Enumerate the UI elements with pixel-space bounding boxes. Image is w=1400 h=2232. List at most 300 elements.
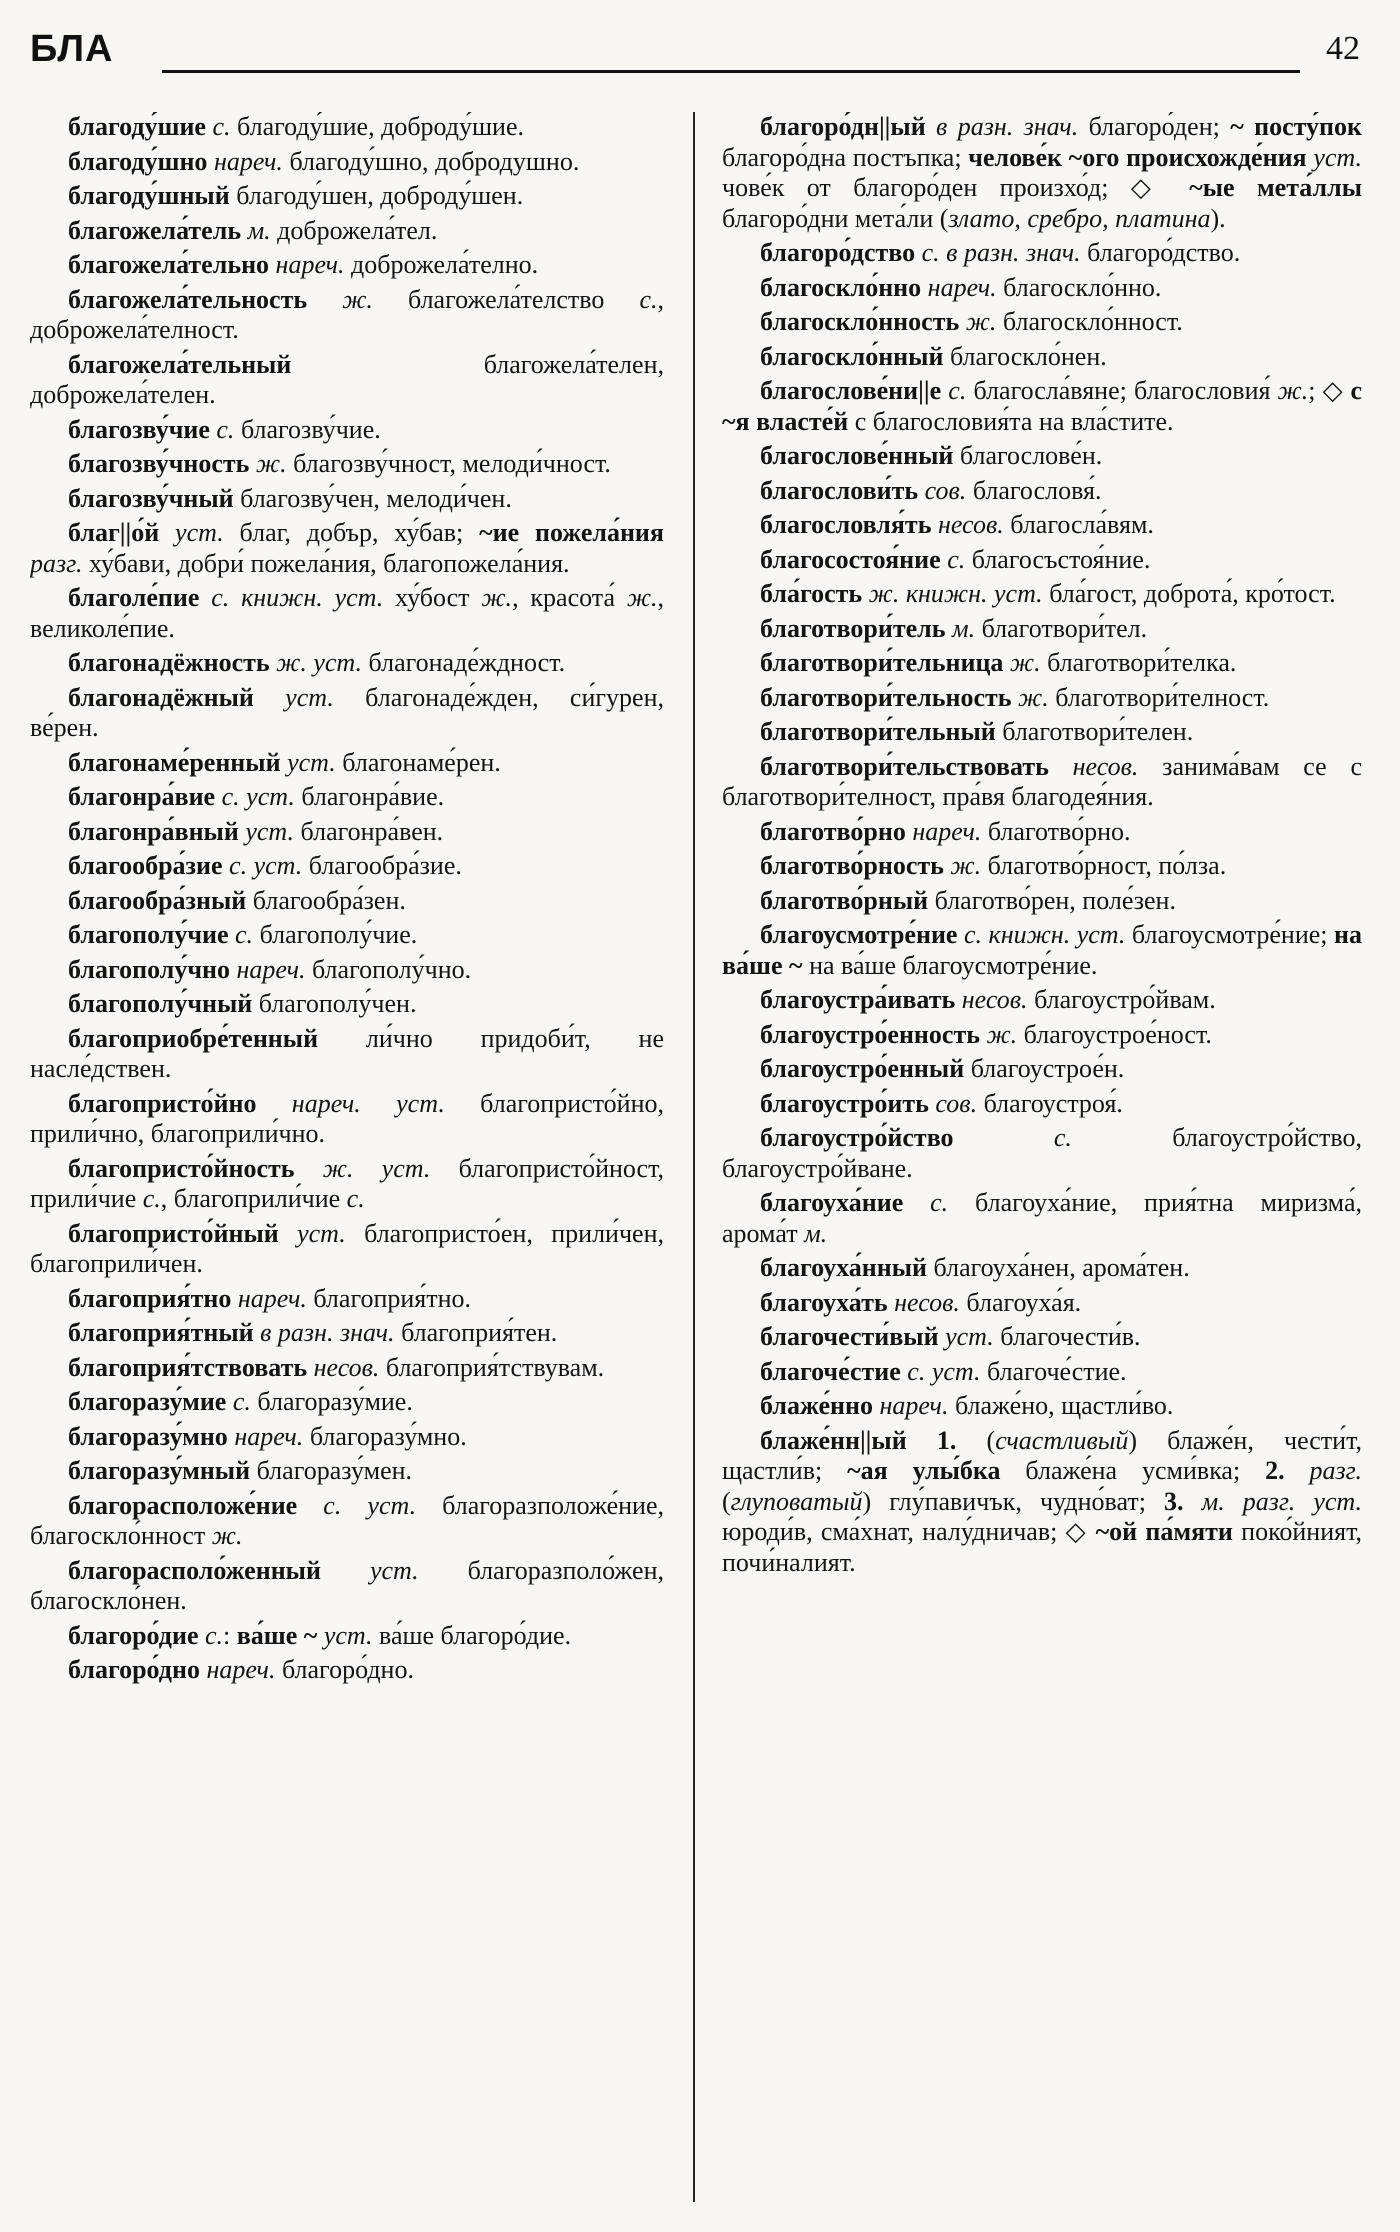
page-number: 42 — [1326, 30, 1360, 67]
entry-headword: благорасполо́женный — [68, 1555, 321, 1585]
entry-label: с. книжн. уст. — [199, 583, 384, 612]
entry-text: благообра́зие. — [302, 851, 462, 880]
entry-headword: с ~я власте́й — [722, 376, 1362, 436]
entry-text: благоустрое́н. — [964, 1054, 1125, 1083]
dictionary-entry — [30, 1353, 664, 1384]
entry-label: ж. — [1011, 682, 1049, 712]
dictionary-entry — [722, 614, 1362, 645]
entry-headword: благотвори́тельница — [760, 648, 1004, 677]
entry-headword: благоразу́мно — [68, 1421, 228, 1451]
right-column — [722, 112, 1362, 2212]
entry-text: благоро́дни мета́ли ( — [722, 203, 949, 233]
dictionary-entry — [30, 216, 664, 247]
entry-label: злато, сребро, платина — [948, 203, 1211, 233]
entry-text: благопристо́йност, прили́чие — [30, 1153, 664, 1213]
entry-label: с. — [142, 1184, 161, 1213]
entry-headword: благоустро́енность — [760, 1019, 980, 1049]
dictionary-entry — [722, 273, 1362, 304]
entry-text: благожела́телство — [372, 284, 640, 314]
entry-headword: благоду́шно — [68, 146, 208, 176]
entry-text: благополу́чно. — [305, 954, 472, 984]
dictionary-entry — [30, 1556, 664, 1617]
entry-label: ж. — [943, 851, 982, 880]
entry-text: благоразполо́жен, благоскло́нен. — [30, 1555, 664, 1615]
dictionary-entry — [722, 1426, 1362, 1579]
entry-label: нареч. — [199, 1655, 276, 1684]
dictionary-entry — [30, 748, 664, 779]
entry-headword: благоче́стие — [760, 1356, 901, 1386]
dictionary-entry — [30, 1422, 664, 1453]
entry-headword: благотво́рность — [760, 851, 944, 880]
entry-text: благозву́чие. — [234, 414, 381, 444]
entry-label: с. уст. — [900, 1356, 981, 1386]
entry-text: , великоле́пие. — [30, 583, 664, 643]
entry-text: благообра́зен. — [246, 885, 406, 915]
entry-headword: благопристо́йность — [68, 1153, 295, 1183]
entry-headword: благоустро́йство — [760, 1123, 954, 1152]
entry-label: ж. — [211, 1521, 243, 1550]
dictionary-entry — [30, 1089, 664, 1150]
entry-text: благоро́дство. — [1080, 238, 1241, 267]
entry-headword: благозву́чный — [68, 483, 234, 513]
entry-headword: благословля́ть — [760, 510, 932, 539]
entry-label: с. — [940, 544, 966, 574]
entry-text: благ, добър, ху́бав; — [223, 518, 480, 547]
entry-label: ж. — [626, 583, 658, 612]
entry-headword: благоуха́ние — [760, 1188, 904, 1217]
dictionary-entry — [30, 583, 664, 644]
entry-label: с. — [953, 1123, 1072, 1152]
entry-headword: бла́гость — [760, 579, 863, 608]
entry-label: уст. — [238, 816, 295, 846]
header-rule — [162, 70, 1300, 73]
entry-label: нареч. — [207, 146, 283, 176]
entry-text: ли́чно придоби́т, не насле́дствен. — [30, 1023, 664, 1083]
entry-headword: ~ посту́пок — [1230, 112, 1362, 141]
entry-text: благонаде́жден, си́гурен, ве́рен. — [30, 682, 664, 742]
entry-label: счастливый — [995, 1425, 1129, 1455]
entry-headword: благочести́вый — [760, 1322, 939, 1351]
dictionary-entry — [30, 782, 664, 813]
dictionary-entry — [722, 851, 1362, 882]
dictionary-entry — [722, 817, 1362, 848]
entry-headword: 2. — [1265, 1456, 1285, 1485]
dictionary-entry — [30, 181, 664, 212]
entry-label: уст. — [938, 1322, 994, 1351]
entry-headword: благонадёжный — [68, 682, 254, 712]
entry-text: благоустро́йство, благоустро́йване. — [722, 1123, 1362, 1183]
dictionary-entry — [30, 147, 664, 178]
dictionary-entry — [30, 1284, 664, 1315]
entry-label: м. — [241, 215, 271, 245]
entry-label: ж. уст. — [269, 648, 363, 677]
entry-label: нареч. — [905, 816, 982, 846]
dictionary-entry — [30, 817, 664, 848]
entry-headword: благоразу́мие — [68, 1387, 227, 1416]
entry-text: благотво́рност, по́лза. — [981, 851, 1227, 880]
entry-text: благоприя́тен. — [394, 1318, 558, 1347]
dictionary-entry — [722, 1391, 1362, 1422]
entry-headword: благотвори́тельствовать — [760, 751, 1049, 781]
dictionary-entry — [722, 886, 1362, 917]
entry-label: уст. — [1306, 142, 1362, 172]
dictionary-entry — [722, 985, 1362, 1016]
entry-label: нареч. — [269, 250, 345, 279]
entry-label: ж. — [1003, 648, 1041, 677]
dictionary-entry — [722, 1054, 1362, 1085]
dictionary-entry — [30, 1491, 664, 1552]
entry-headword: благопристо́йно — [68, 1088, 257, 1118]
entry-label: с. — [226, 1387, 251, 1416]
entry-text: благоразу́мие. — [250, 1387, 413, 1416]
entry-label: с. — [198, 1620, 224, 1650]
entry-text: благоду́шен, доброду́шен. — [229, 181, 524, 210]
dictionary-entry — [30, 989, 664, 1020]
entry-label: в разн. знач. — [925, 112, 1079, 141]
entry-text: благоустроя́. — [977, 1088, 1123, 1118]
dictionary-entry — [30, 1154, 664, 1215]
entry-text: , благоприли́чие — [160, 1184, 347, 1213]
entry-label: несов. — [307, 1352, 380, 1382]
entry-label: с. уст. — [222, 851, 303, 880]
entry-text: благоду́шие, доброду́шие. — [230, 112, 525, 141]
dictionary-entry — [30, 1024, 664, 1085]
dictionary-entry — [30, 415, 664, 446]
entry-text: благоустро́йвам. — [1027, 985, 1216, 1014]
entry-text: благосла́вям. — [1003, 510, 1154, 539]
entry-headword: благоуха́нный — [760, 1253, 928, 1282]
entry-label: ж. — [1277, 376, 1309, 405]
dictionary-entry — [30, 851, 664, 882]
entry-headword: ~ые мета́ллы — [1189, 173, 1362, 202]
entry-label: м. — [945, 613, 976, 643]
dictionary-entry — [30, 1621, 664, 1652]
entry-headword: благосостоя́ние — [760, 544, 941, 574]
entry-text: благотвори́тел. — [975, 613, 1148, 643]
entry-label: с. — [903, 1188, 949, 1217]
entry-headword: благоро́дн||ый — [760, 112, 926, 141]
entry-headword: благожела́тельно — [68, 250, 270, 279]
entry-headword: благ||о́й — [68, 518, 160, 547]
entry-headword: благообра́зие — [68, 851, 223, 880]
entry-text: благоуха́ние, прия́тна миризма́, арома́т — [722, 1188, 1362, 1248]
dictionary-entry — [30, 955, 664, 986]
entry-text: благословя́. — [966, 475, 1102, 505]
entry-label: ж. — [959, 307, 997, 336]
entry-headword: благоро́дство — [760, 238, 916, 267]
entry-label: с. книжн. уст. — [957, 920, 1126, 949]
entry-headword: ~ая улы́бка — [847, 1456, 1001, 1485]
entry-text: благонаме́рен. — [335, 747, 501, 777]
entry-text: доброжела́тел. — [270, 215, 438, 245]
entry-text: благоро́дно. — [275, 1655, 414, 1684]
entry-label: с. — [941, 376, 967, 405]
dictionary-entry — [30, 1387, 664, 1418]
entry-headword: благотво́рно — [760, 816, 906, 846]
entry-headword: благослове́нный — [760, 441, 954, 470]
entry-headword: благожела́тель — [68, 215, 242, 245]
dictionary-entry — [722, 545, 1362, 576]
entry-text: благоустрое́ност. — [1017, 1019, 1212, 1049]
entry-headword: благонра́вный — [68, 816, 239, 846]
entry-headword: благонадёжность — [68, 648, 270, 677]
entry-text: благотвори́телен. — [995, 717, 1194, 746]
entry-headword: ~ие пожела́ния — [479, 518, 664, 547]
entry-text: благоприя́тно. — [306, 1283, 472, 1313]
dictionary-entry — [722, 476, 1362, 507]
dictionary-entry — [722, 717, 1362, 748]
entry-headword: благослове́ни||е — [760, 376, 942, 405]
entry-label: ж. — [481, 583, 513, 612]
entry-text: благоро́ден; — [1078, 112, 1231, 141]
entry-headword: благоскло́нный — [760, 341, 944, 371]
entry-headword: благоустро́ить — [760, 1088, 929, 1118]
dictionary-entry — [722, 752, 1362, 813]
entry-label: с. уст. — [297, 1490, 417, 1520]
entry-headword: благоразу́мный — [68, 1456, 251, 1485]
entry-headword: благозву́чность — [68, 449, 250, 478]
dictionary-entry — [30, 250, 664, 281]
page-header — [30, 26, 1360, 76]
dictionary-entry — [722, 112, 1362, 234]
entry-text: благотвори́телка. — [1040, 648, 1237, 677]
entry-headword: благотвори́тельность — [760, 682, 1012, 712]
entry-label: глуповатый — [730, 1486, 863, 1516]
entry-label: уст. — [159, 518, 224, 547]
entry-headword: благоуха́ть — [760, 1287, 888, 1317]
entry-text: , доброжела́телност. — [30, 284, 664, 344]
entry-label: сов. — [918, 475, 967, 505]
entry-text: ( — [956, 1425, 996, 1455]
dictionary-entry — [722, 1188, 1362, 1249]
entry-headword: благоустро́енный — [760, 1054, 965, 1083]
entry-text: доброжела́телно. — [344, 250, 539, 279]
entry-headword: благожела́тельный — [68, 349, 292, 379]
entry-text: благоче́стие. — [980, 1356, 1127, 1386]
dictionary-entry — [30, 1219, 664, 1280]
entry-text: с благословия́та на вла́стите. — [848, 406, 1174, 436]
entry-label: с. — [205, 112, 231, 141]
dictionary-entry — [722, 510, 1362, 541]
entry-label: уст. — [253, 682, 334, 712]
entry-headword: благоду́шный — [68, 181, 230, 210]
entry-text: ) блаже́н, чести́т, щастли́в; — [722, 1425, 1362, 1485]
entry-label: с. в разн. знач. — [915, 238, 1081, 267]
entry-headword: благорасположе́ние — [68, 1490, 298, 1520]
entry-headword: благоусмотре́ние — [760, 920, 958, 949]
entry-text: благослове́н. — [953, 441, 1103, 470]
entry-text: ; ◇ — [1308, 376, 1351, 405]
dictionary-entry — [722, 307, 1362, 338]
entry-headword: благоустра́ивать — [760, 985, 956, 1014]
guide-word: БЛА — [30, 28, 114, 70]
entry-label: разг. — [1284, 1456, 1362, 1485]
entry-label: с. уст. — [215, 782, 295, 811]
entry-text: благоразу́мен. — [250, 1456, 413, 1485]
dictionary-entry — [722, 342, 1362, 373]
dictionary-entry — [30, 1456, 664, 1487]
entry-label: уст. — [278, 1218, 346, 1248]
entry-label: несов. — [1048, 751, 1139, 781]
entry-headword: благоду́шие — [68, 112, 206, 141]
dictionary-entry — [722, 1253, 1362, 1284]
entry-text: благожела́телен, доброжела́телен. — [30, 349, 664, 409]
entry-text: ва́ше благоро́дие. — [372, 1620, 572, 1650]
entry-text: благоуха́нен, арома́тен. — [927, 1253, 1190, 1282]
entry-text: на ва́ше благоусмотре́ние. — [802, 950, 1098, 980]
entry-headword: благоприя́тный — [68, 1318, 254, 1347]
entry-text: поко́йният, почи́налият. — [722, 1517, 1362, 1577]
dictionary-entry — [30, 350, 664, 411]
entry-headword: благополу́чно — [68, 954, 230, 984]
entry-text: благоразположе́ние, благоскло́нност — [30, 1490, 664, 1550]
dictionary-entry — [30, 285, 664, 346]
entry-text: благоскло́нност. — [996, 307, 1183, 336]
entry-text: благозву́чност, мелоди́чност. — [286, 449, 611, 478]
entry-label: нареч. — [921, 272, 997, 302]
entry-text: чове́к от благоро́ден произхо́д; ◇ — [722, 173, 1190, 202]
entry-headword: благообра́зный — [68, 885, 247, 915]
entry-headword: челове́к ~ого происхожде́ния — [968, 142, 1307, 172]
dictionary-entry — [30, 648, 664, 679]
entry-label: уст. — [320, 1555, 419, 1585]
entry-text: благотвори́телност. — [1048, 682, 1270, 712]
entry-text: ( — [722, 1486, 731, 1516]
entry-headword: благозву́чие — [68, 414, 210, 444]
entry-text: ) глу́павичък, чудно́ват; — [862, 1486, 1165, 1516]
entry-headword: благоприобре́тенный — [68, 1023, 319, 1053]
entry-headword: благоскло́нность — [760, 307, 960, 336]
entry-label: с. — [228, 920, 254, 949]
entry-text: блаже́на усми́вка; — [1000, 1456, 1266, 1485]
entry-text: благопристо́ен, прили́чен, благоприли́чен. — [30, 1218, 664, 1278]
entry-label: ж. книжн. уст. — [862, 579, 1043, 608]
dictionary-entry — [30, 886, 664, 917]
column-divider — [693, 112, 695, 2202]
entry-headword: благослови́ть — [760, 475, 919, 505]
entry-text: ху́бост — [383, 583, 482, 612]
entry-text: благосъстоя́ние. — [965, 544, 1151, 574]
entry-label: с. — [639, 284, 658, 314]
entry-label: с. — [209, 414, 235, 444]
entry-text: блаже́но, щастли́во. — [948, 1391, 1174, 1420]
entry-text: благоразу́мно. — [303, 1421, 467, 1451]
entry-text: благоро́дна постъпка; — [722, 142, 969, 172]
entry-label: разг. — [30, 548, 83, 578]
entry-headword: ~ой па́мяти — [1095, 1517, 1233, 1546]
dictionary-entry — [30, 484, 664, 515]
entry-headword: благотвори́тельный — [760, 717, 996, 746]
entry-text: благоскло́нно. — [996, 272, 1162, 302]
dictionary-entry — [722, 683, 1362, 714]
entry-label: ж. уст. — [294, 1153, 431, 1183]
entry-headword: благоро́дно — [68, 1655, 200, 1684]
entry-label: уст. — [317, 1620, 373, 1650]
entry-headword: благотво́рный — [760, 885, 929, 915]
dictionary-entry — [722, 1322, 1362, 1353]
entry-headword: благоприя́тно — [68, 1283, 232, 1313]
entry-text: благосла́вяне; благословия́ — [966, 376, 1278, 405]
entry-headword: благоприя́тствовать — [68, 1352, 308, 1382]
entry-text: благопристо́йно, прили́чно, благоприли́чно. — [30, 1088, 664, 1148]
entry-text: благоду́шно, добродушно. — [282, 146, 580, 176]
entry-text: юроди́в, сма́хнат, налу́дничав; ◇ — [722, 1517, 1096, 1546]
dictionary-entry — [30, 1655, 664, 1686]
entry-headword: благожела́тельность — [68, 284, 308, 314]
entry-label: нареч. — [872, 1391, 949, 1420]
entry-headword: блаже́нн||ый 1. — [760, 1425, 957, 1455]
entry-text: благополу́чен. — [252, 989, 417, 1018]
entry-text: , красота́ — [512, 583, 627, 612]
dictionary-entry — [722, 1357, 1362, 1388]
entry-label: ж. — [979, 1019, 1018, 1049]
entry-label: в разн. знач. — [253, 1318, 395, 1347]
entry-text: благополу́чие. — [253, 920, 418, 949]
entry-text: благоприя́тствувам. — [379, 1352, 605, 1382]
dictionary-entry — [722, 920, 1362, 981]
dictionary-entry — [30, 112, 664, 143]
dictionary-entry — [30, 683, 664, 744]
entry-text: занима́вам се с благотвори́телност, пра́вя благодея́ния. — [722, 751, 1362, 811]
entry-label: м. разг. уст. — [1183, 1486, 1362, 1516]
dictionary-entry — [722, 238, 1362, 269]
dictionary-entry — [722, 441, 1362, 472]
entry-text: благонра́вен. — [294, 816, 444, 846]
entry-label: с. — [346, 1184, 365, 1213]
entry-headword: благопристо́йный — [68, 1218, 279, 1248]
left-column — [30, 112, 664, 2212]
dictionary-entry — [30, 518, 664, 579]
entry-headword: благотвори́тель — [760, 613, 946, 643]
entry-headword: благоро́дие — [68, 1620, 199, 1650]
entry-text: благонра́вие. — [294, 782, 445, 811]
dictionary-entry — [722, 1123, 1362, 1184]
entry-headword: ва́ше ~ — [236, 1620, 318, 1650]
entry-label: нареч. уст. — [256, 1088, 445, 1118]
entry-headword: благополу́чие — [68, 920, 229, 949]
entry-text: благочести́в. — [993, 1322, 1141, 1351]
dictionary-entry — [722, 1089, 1362, 1120]
entry-label: несов. — [955, 985, 1028, 1014]
entry-text: благоскло́нен. — [943, 341, 1107, 371]
entry-text: благозву́чен, мелоди́чен. — [233, 483, 512, 513]
entry-text: благонаде́ждност. — [362, 648, 566, 677]
entry-text: благоуха́я. — [959, 1287, 1082, 1317]
entry-headword: благонаме́ренный — [68, 747, 281, 777]
entry-headword: благоле́пие — [68, 583, 200, 612]
dictionary-entry — [30, 920, 664, 951]
entry-headword: 3. — [1164, 1486, 1184, 1516]
entry-label: ж. — [307, 284, 373, 314]
entry-label: ж. — [249, 449, 287, 478]
entry-label: несов. — [887, 1287, 960, 1317]
entry-text: благоусмотре́ние; — [1125, 920, 1335, 949]
entry-text: благотво́рен, поле́зен. — [928, 885, 1176, 915]
entry-headword: благонра́вие — [68, 782, 216, 811]
entry-text: ху́бави, добри́ пожела́ния, благопожела́ния. — [82, 548, 570, 578]
entry-label: уст. — [280, 747, 336, 777]
entry-label: нареч. — [227, 1421, 304, 1451]
dictionary-entry — [722, 1288, 1362, 1319]
dictionary-entry — [722, 376, 1362, 437]
entry-label: нареч. — [231, 1283, 307, 1313]
dictionary-entry — [30, 449, 664, 480]
entry-text: ). — [1210, 203, 1226, 233]
entry-label: м. — [804, 1218, 828, 1248]
entry-headword: благоскло́нно — [760, 272, 922, 302]
entry-headword: на ва́ше ~ — [722, 920, 1362, 980]
entry-headword: блаже́нно — [760, 1391, 873, 1420]
